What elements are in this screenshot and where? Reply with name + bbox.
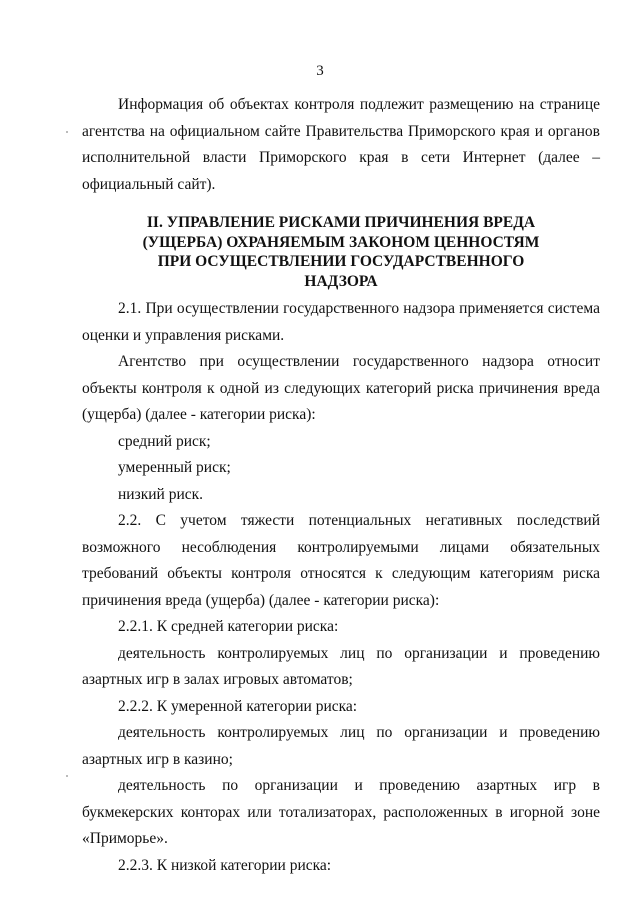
risk-item-moderate: умеренный риск; — [118, 459, 231, 476]
page-number: 3 — [316, 63, 324, 79]
paragraph-2-2-3: 2.2.3. К низкой категории риска: — [118, 856, 332, 874]
paragraph-2-2-1: 2.2.1. К средней категории риска: — [118, 618, 339, 635]
section-heading — [82, 213, 600, 291]
section-body — [82, 296, 600, 879]
paragraph-2-2-2-text-2: деятельность по организации и проведению азартных игр в букмекерских конторах или тотализаторах, расположенных в игорной зоне «Приморье». — [82, 777, 600, 847]
risk-item-medium: средний риск; — [118, 432, 211, 450]
scan-speck — [66, 131, 68, 133]
risk-item-low: низкий риск. — [118, 485, 204, 503]
paragraph-2-2: 2.2. С учетом тяжести потенциальных негативных последствий возможного несоблюдения контролируемыми лицами обязательных требований объекты контроля относятся к следующим категориям риска причинения вреда (ущерба) (далее - категории риска): — [82, 512, 600, 609]
intro-paragraph: Информация об объектах контроля подлежит размещению на странице агентства на официальном сайте Правительства Приморского края и органов исполнительной власти Приморского края в сети Интернет (далее – официальный сайт). — [82, 96, 600, 193]
section-heading-line-2: (УЩЕРБА) ОХРАНЯЕМЫМ ЗАКОНОМ ЦЕННОСТЯМ — [142, 233, 540, 251]
section-heading-line-4: НАДЗОРА — [304, 272, 378, 290]
paragraph-2-2-2: 2.2.2. К умеренной категории риска: — [118, 697, 358, 715]
scan-speck — [66, 775, 68, 777]
section-heading-line-3: ПРИ ОСУЩЕСТВЛЕНИИ ГОСУДАРСТВЕННОГО — [157, 253, 525, 270]
paragraph-2-2-1-text: деятельность контролируемых лиц по организации и проведению азартных игр в залах игровых автоматов; — [82, 644, 600, 688]
paragraph-agency-categories: Агентство при осуществлении государственного надзора относит объекты контроля к одной из следующих категорий риска причинения вреда (ущерба) (далее - категории риска): — [82, 353, 600, 423]
section-heading-line-1: II. УПРАВЛЕНИЕ РИСКАМИ ПРИЧИНЕНИЯ ВРЕДА — [146, 214, 536, 231]
paragraph-2-2-2-text-1: деятельность контролируемых лиц по организации и проведению азартных игр в казино; — [82, 724, 600, 768]
paragraph-2-1: 2.1. При осуществлении государственного надзора применяется система оценки и управления рисками. — [82, 300, 600, 344]
intro-block — [82, 92, 600, 198]
